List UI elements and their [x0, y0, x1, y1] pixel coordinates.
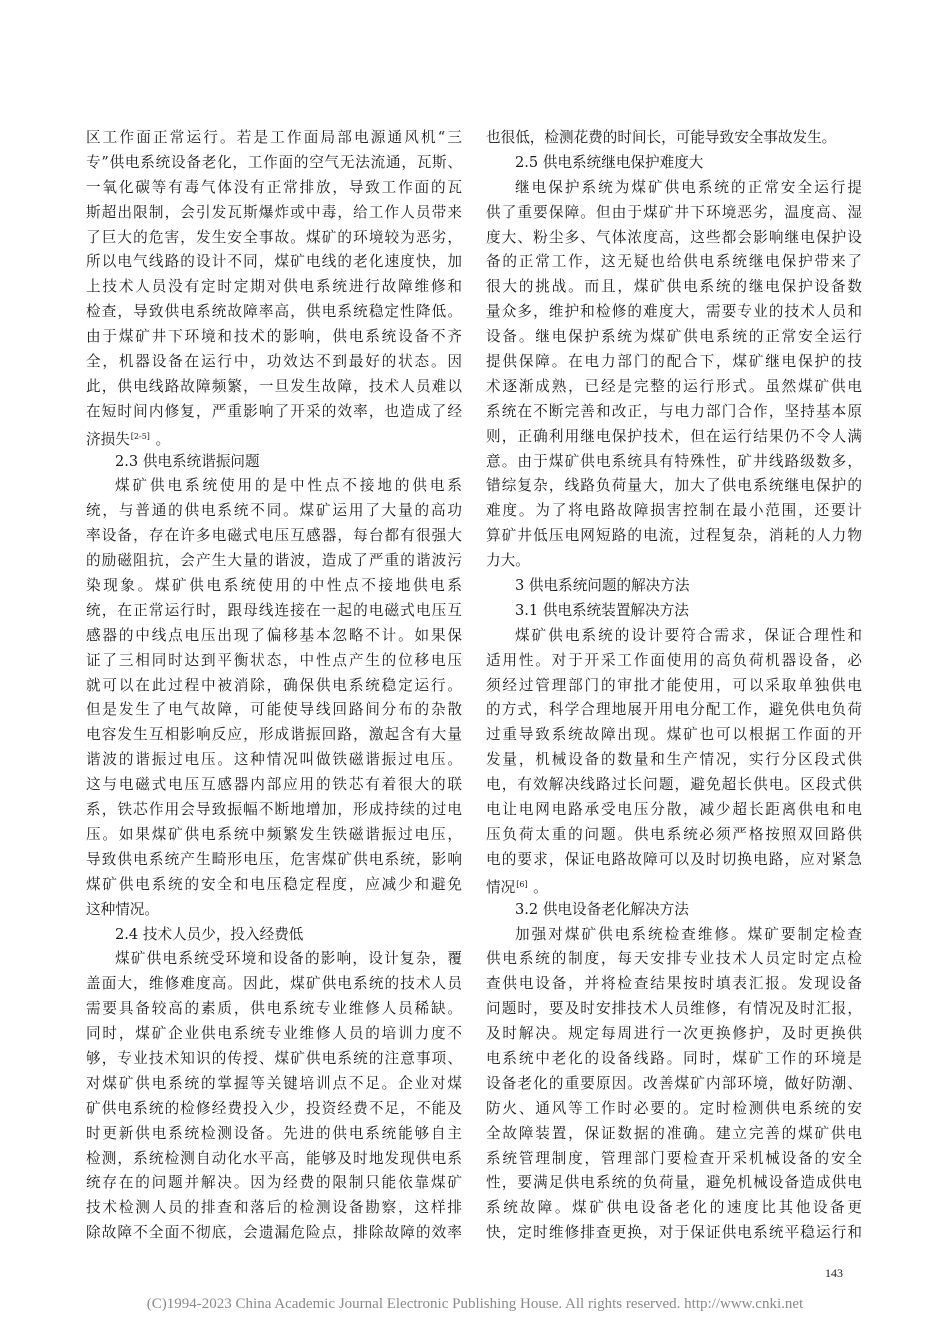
text-line: 电系统中老化的设备线路。同时，煤矿工作的环境是	[486, 1049, 862, 1067]
text-line: 需要具备较高的素质，供电系统专业维修人员稀缺。	[86, 1000, 462, 1018]
text-line: 统存在的问题并解决。因为经费的限制只能依靠煤矿	[86, 1174, 462, 1192]
text-line: 由于煤矿井下环境和技术的影响，供电系统设备不齐	[86, 328, 462, 346]
text-line: 导致供电系统产生畸形电压，危害煤矿供电系统，影响	[86, 850, 462, 868]
text-line: 发量，机械设备的数量和生产情况，实行分区段式供	[486, 751, 862, 769]
text-line: 专”供电系统设备老化，工作面的空气无法流通，瓦斯、	[86, 153, 462, 171]
text-line: 但是发生了电气故障，可能使导线回路间分布的杂散	[86, 701, 462, 719]
text-line: 及时解决。规定每周进行一次更换修护，及时更换供	[486, 1025, 862, 1043]
text-line: 快，定时维修排查更换，对于保证供电系统平稳运行和	[486, 1224, 862, 1242]
text-line: 区工作面正常运行。若是工作面局部电源通风机“三	[86, 129, 462, 146]
text-line: 很大的挑战。而且，煤矿供电系统的继电保护设备数	[486, 278, 862, 296]
text-line: 意。由于煤矿供电系统具有特殊性，矿井线路级数多，	[486, 452, 862, 470]
text-line: 了巨大的危害，发生安全事故。煤矿的环境较为恶劣，	[86, 228, 462, 246]
text-line: 加强对煤矿供电系统检查维修。煤矿要制定检查	[515, 925, 862, 943]
text-line: 防火、通风等工作时必要的。定时检测供电系统的安	[486, 1099, 862, 1117]
text-line: 错综复杂，线路负荷量大，加大了供电系统继电保护的	[486, 477, 862, 495]
text-line: 继电保护系统为煤矿供电系统的正常安全运行提	[515, 178, 862, 196]
citation-ref: [6]	[516, 879, 528, 889]
text-line: 同时，煤矿企业供电系统专业维修人员的培训力度不	[86, 1025, 462, 1043]
section-heading: 2.4 技术人员少，投入经费低	[115, 925, 304, 943]
text-line: 难度。为了将电路故障损害控制在最小范围，还要计	[486, 502, 862, 520]
text-line: 系，铁芯作用会导致振幅不断地增加，形成持续的过电	[86, 801, 462, 819]
text-line: 感器的中线点电压出现了偏移基本忽略不计。如果保	[86, 626, 462, 644]
text-line: 供电系统的制度，每天安排专业技术人员定时定点检	[486, 950, 862, 968]
text-line: 须经过管理部门的审批才能使用，可以采取单独供电	[486, 676, 862, 694]
text-line: 煤矿供电系统的安全和电压稳定程度，应减少和避免	[86, 875, 462, 893]
text-line: 一氧化碳等有毒气体没有正常排放，导致工作面的瓦	[86, 178, 462, 196]
text-line: 全故障装置，保证数据的准确。建立完善的煤矿供电	[486, 1124, 862, 1142]
text-line: 此，供电线路故障频繁，一旦发生故障，技术人员难以	[86, 377, 462, 395]
text-line: 统，与普通的供电系统不同。煤矿运用了大量的高功	[86, 502, 462, 520]
text-line: 电的要求，保证电路故障可以及时切换电路，应对紧急	[486, 850, 862, 868]
text-line: 压负荷太重的问题。供电系统必须严格按照双回路供	[486, 825, 862, 843]
text-line: 系统在不断完善和改正，与电力部门合作，坚持基本原	[486, 402, 862, 420]
text-line: 全，机器设备在运行中，功效达不到最好的状态。因	[86, 353, 462, 371]
text-line: 电让电网电路承受电压分散，减少超长距离供电和电	[486, 801, 862, 819]
left-text-column	[86, 126, 462, 1246]
text-line: 率设备，存在许多电磁式电压互感器，每台都有很强大	[86, 527, 462, 545]
text-line: 证了三相同时达到平衡状态，中性点产生的位移电压	[86, 651, 462, 669]
text-line: 设备老化的重要原因。改善煤矿内部环境，做好防潮、	[486, 1074, 862, 1092]
text-line: 电，有效解决线路过长问题，避免超长供电。区段式供	[486, 776, 862, 794]
right-text-column	[486, 126, 862, 1246]
text-line: 度大、粉尘多、气体浓度高，这些都会影响继电保护设	[486, 228, 862, 246]
text-line: 所以电气线路的设计不同，煤矿电线的老化速度快，加	[86, 253, 462, 271]
text-line: 这与电磁式电压互感器内部应用的铁芯有着很大的联	[86, 776, 462, 794]
text-line: 备的正常工作，这无疑也给供电系统继电保护带来了	[486, 253, 862, 271]
section-heading: 3.1 供电系统装置解决方法	[515, 601, 689, 619]
text-line: 统，在正常运行时，跟母线连接在一起的电磁式电压互	[86, 601, 462, 619]
text-line: 检查，导致供电系统故障率高，供电系统稳定性降低。	[86, 303, 462, 321]
text-line: 力大。	[486, 552, 530, 570]
section-heading: 2.5 供电系统继电保护难度大	[515, 153, 704, 171]
text-line: 矿供电系统的检修经费投入少，投资经费不足，不能及	[86, 1099, 462, 1117]
text-line: 盖面大，维修难度高。因此，煤矿供电系统的技术人员	[86, 975, 462, 993]
page-number: 143	[825, 1266, 843, 1280]
text-line: 情况[6] 。	[486, 878, 548, 896]
text-line: 的励磁阻抗，会产生大量的谐波，造成了严重的谐波污	[86, 552, 462, 570]
section-heading: 3.2 供电设备老化解决方法	[515, 900, 689, 918]
text-line: 检测，系统检测自动化水平高，能够及时地发现供电系	[86, 1149, 462, 1167]
citation-ref: [2-5]	[130, 431, 150, 441]
text-line: 济损失[2-5] 。	[86, 430, 171, 448]
text-line: 的方式，科学合理地展开用电分配工作，避免供电负荷	[486, 701, 862, 719]
text-line: 除故障不全面不彻底，会遗漏危险点，排除故障的效率	[86, 1224, 462, 1242]
text-line: 在短时间内修复，严重影响了开采的效率，也造成了经	[86, 402, 462, 420]
text-line: 煤矿供电系统的设计要符合需求，保证合理性和	[515, 626, 862, 644]
text-line: 就可以在此过程中被消除，确保供电系统稳定运行。	[86, 676, 462, 694]
text-line: 术逐渐成熟，已经是完整的运行形式。虽然煤矿供电	[486, 377, 862, 395]
text-line: 适用性。对于开采工作面使用的高负荷机器设备，必	[486, 651, 862, 669]
text-line: 时更新供电系统检测设备。先进的供电系统能够自主	[86, 1124, 462, 1142]
text-line: 过重导致系统故障出现。煤矿也可以根据工作面的开	[486, 726, 862, 744]
copyright-footer: (C)1994-2023 China Academic Journal Electronic Publishing House. All rights reserved. http://www.cnki.net	[146, 1296, 804, 1312]
text-line: 提供保障。在电力部门的配合下，煤矿继电保护的技	[486, 353, 862, 371]
text-line: 系统故障。煤矿供电设备老化的速度比其他设备更	[486, 1199, 862, 1217]
text-line: 系统管理制度，管理部门要检查开采机械设备的安全	[486, 1149, 862, 1167]
text-line: 斯超出限制，会引发瓦斯爆炸或中毒，给工作人员带来	[86, 203, 462, 221]
text-line: 煤矿供电系统受环境和设备的影响，设计复杂，覆	[115, 950, 462, 968]
text-line: 这种情况。	[86, 900, 159, 918]
text-line: 量众多，维护和检修的难度大，需要专业的技术人员和	[486, 303, 862, 321]
text-line: 算矿井低压电网短路的电流，过程复杂，消耗的人力物	[486, 527, 862, 545]
text-line: 对煤矿供电系统的掌握等关键培训点不足。企业对煤	[86, 1074, 462, 1092]
text-line: 煤矿供电系统使用的是中性点不接地的供电系	[115, 477, 462, 495]
text-line: 供了重要保障。但由于煤矿井下环境恶劣，温度高、湿	[486, 203, 862, 221]
text-line: 设备。继电保护系统为煤矿供电系统的正常安全运行	[486, 328, 862, 346]
text-line: 也很低，检测花费的时间长，可能导致安全事故发生。	[486, 129, 837, 146]
section-heading: 2.3 供电系统谐振问题	[115, 452, 260, 470]
text-line: 技术检测人员的排查和落后的检测设备勘察，这样排	[86, 1199, 462, 1217]
section-heading: 3 供电系统问题的解决方法	[515, 577, 690, 595]
text-line: 够，专业技术知识的传授、煤矿供电系统的注意事项、	[86, 1049, 462, 1067]
text-line: 谐波的谐振过电压。这种情况叫做铁磁谐振过电压。	[86, 751, 462, 769]
text-line: 压。如果煤矿供电系统中频繁发生铁磁谐振过电压，	[86, 825, 462, 843]
text-line: 上技术人员没有定时定期对供电系统进行故障维修和	[86, 278, 462, 296]
text-line: 查供电设备，并将检查结果按时填表汇报。发现设备	[486, 975, 862, 993]
text-line: 染现象。煤矿供电系统使用的中性点不接地供电系	[86, 577, 462, 595]
text-line: 性，要满足供电系统的负荷量，避免机械设备造成供电	[486, 1174, 862, 1192]
text-line: 则，正确利用继电保护技术，但在运行结果仍不令人满	[486, 427, 862, 445]
text-line: 电容发生互相影响反应，形成谐振回路，激起含有大量	[86, 726, 462, 744]
text-line: 问题时，要及时安排技术人员维修，有情况及时汇报，	[486, 1000, 862, 1018]
